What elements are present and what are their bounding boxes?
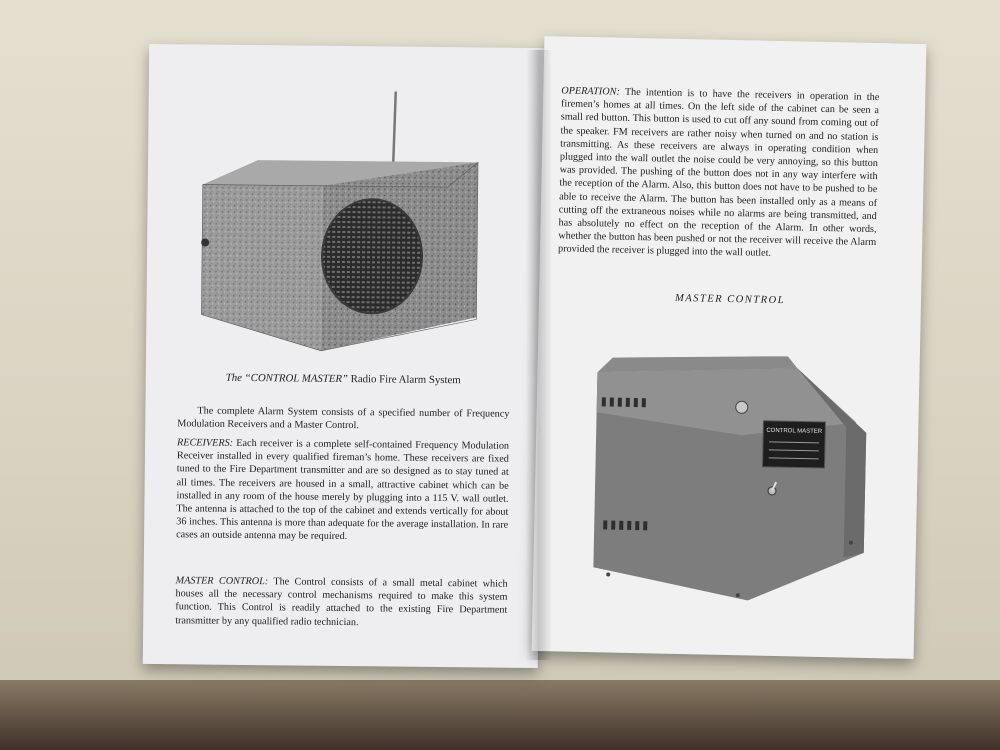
master-control-paragraph	[175, 574, 508, 630]
page-gutter	[526, 50, 552, 660]
master-control-body: The Control consists of a small metal cabinet which houses all the necessary control mechanisms required to make this system function. This Control is readily attached to the existing Fire Department transmitter by any qualified radio technician.	[175, 576, 508, 628]
operation-paragraph	[558, 84, 880, 262]
left-page	[143, 44, 544, 668]
master-control-photo	[588, 352, 878, 603]
table-edge	[0, 680, 1000, 750]
radio-receiver-photo	[196, 84, 489, 357]
brochure	[118, 40, 928, 690]
master-control-heading: MASTER CONTROL:	[175, 575, 269, 588]
nameplate-label: CONTROL MASTER	[766, 427, 823, 435]
receivers-heading: RECEIVERS:	[177, 437, 234, 449]
figure-caption	[146, 371, 541, 388]
receivers-body: Each receiver is a complete self-contained Frequency Modulation Receiver installed in every qualified fireman’s home. These receivers are fixed tuned to the Fire Department transmitter and are so designed as to stay tuned at all times. The receivers are housed in a small, attractive cabinet which can be installed in any room of the house merely by plugging into a 115 V. wall outlet. The antenna is attached to the top of the cabinet and extends vertically for about 36 inches. This antenna is more than adequate for the average installation. In rare cases an outside antenna may be required.	[176, 437, 510, 543]
intro-paragraph: The complete Alarm System consists of a specified number of Frequency Modulation Receivers and a Master Control.	[177, 405, 510, 432]
master-control-title: MASTER CONTROL	[674, 292, 786, 307]
operation-body: The intention is to have the receivers in operation in the firemen’s homes at all times. On the left side of the cabinet can be seen a small red button. This button is used to cut off any sound from coming out of the speaker. FM receivers are rather noisy when turned on and no station is transmitting. As these receivers are always in operating condition when plugged into the wall outlet the noise could be very annoying, so this button was provided. The pushing of the button does not in any way interfere with the reception of the Alarm. Also, this button does not have to be pushed to be able to receive the Alarm. The button has been installed only as a means of cutting off the extraneous noises while no alarms are being transmitted, and has absolutely no effect on the reception of the Alarm. In other words, whether the button has been pushed or not the receiver will receive the Alarm provided the receiver is plugged into the wall outlet.	[557, 86, 880, 260]
caption-text: Radio Fire Alarm System	[347, 373, 461, 387]
right-page	[532, 36, 927, 659]
receivers-paragraph	[176, 436, 509, 545]
caption-title: The “CONTROL MASTER”	[225, 371, 349, 386]
operation-heading: OPERATION:	[561, 85, 620, 98]
